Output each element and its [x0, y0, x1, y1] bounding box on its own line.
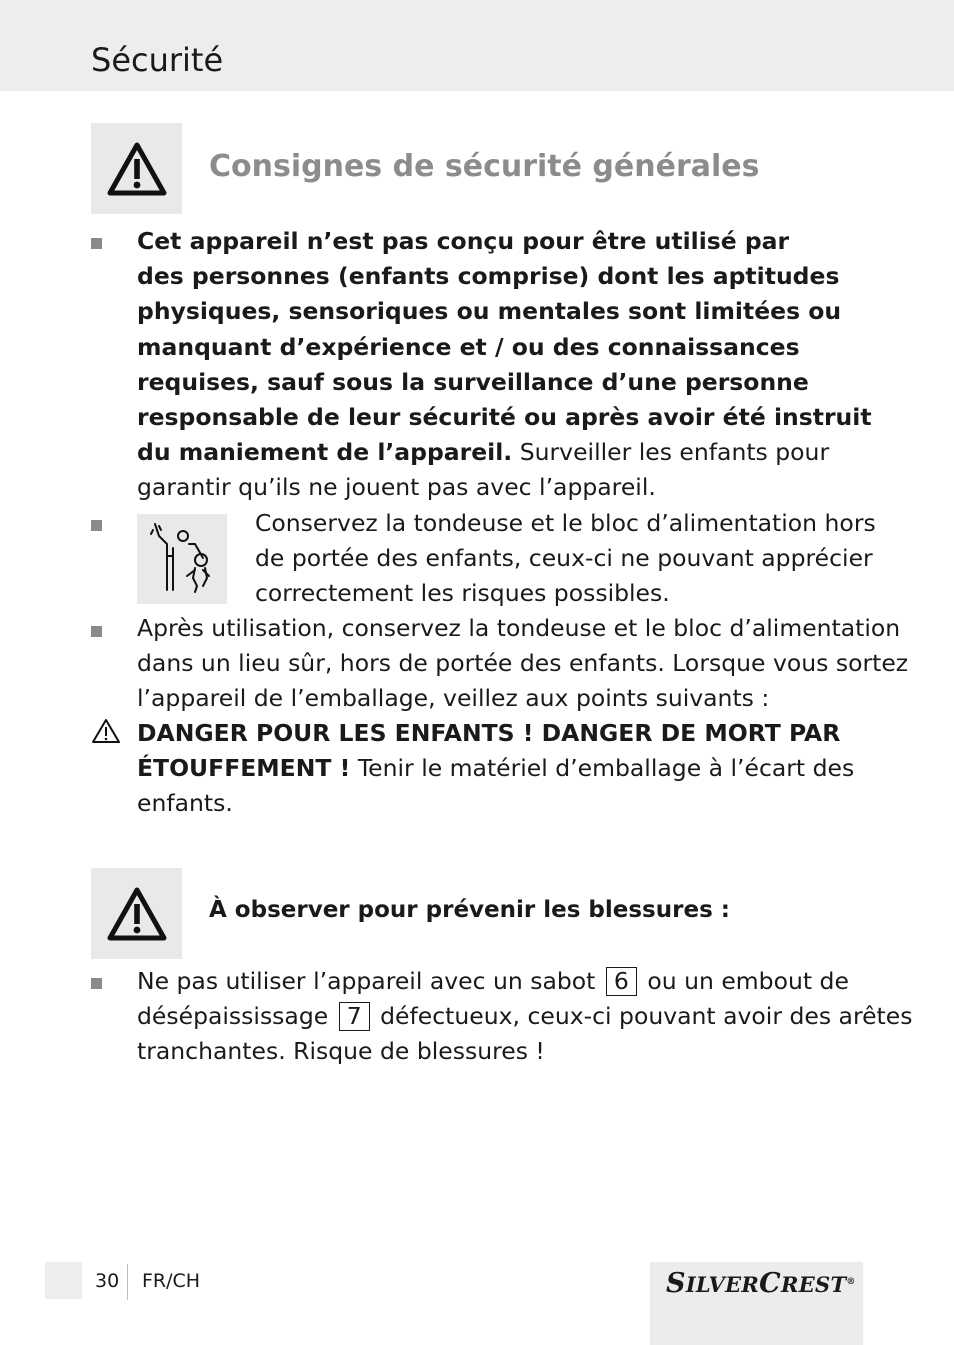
mixed-line: [137, 751, 854, 786]
normal-text: Surveiller les enfants pour: [512, 438, 830, 467]
text-line: Conservez la tondeuse et le bloc d’alimentation hors: [255, 509, 876, 537]
bullet: [91, 238, 102, 249]
bullet: [91, 626, 102, 637]
bold-line: DANGER POUR LES ENFANTS ! DANGER DE MORT PAR: [137, 719, 841, 747]
text: ou un embout de: [647, 967, 849, 995]
mixed-line: [137, 435, 872, 470]
paragraph-danger: [137, 716, 854, 822]
bullet: [91, 520, 102, 531]
paragraph-children-supervision: [137, 224, 872, 506]
paragraph-injury: [137, 964, 912, 1070]
footer-box: [45, 1262, 82, 1299]
text: Ne pas utiliser l’appareil avec un sabot: [137, 967, 596, 995]
text-line: Après utilisation, conservez la tondeuse et le bloc d’alimentation: [137, 614, 901, 642]
text-line: tranchantes. Risque de blessures !: [137, 1037, 545, 1066]
bold-text: ÉTOUFFEMENT !: [137, 754, 351, 783]
reference-number: 6: [606, 967, 637, 996]
warning-box: [91, 868, 182, 959]
text-line: enfants.: [137, 789, 233, 818]
warning-box: [91, 123, 182, 214]
bold-text: du maniement de l’appareil.: [137, 438, 513, 467]
text-line: de portée des enfants, ceux-ci ne pouvant apprécier: [255, 544, 873, 573]
text-line: correctement les risques possibles.: [255, 579, 670, 608]
text-line: [137, 964, 912, 999]
bold-line: manquant d’expérience et / ou des connaissances: [137, 332, 800, 361]
bold-line: des personnes (enfants comprise) dont les aptitudes: [137, 262, 840, 291]
text-line: [137, 999, 912, 1034]
text: désépaississage: [137, 1002, 329, 1031]
section-heading: Consignes de sécurité générales: [209, 149, 760, 184]
bold-line: responsable de leur sécurité ou après avoir été instruit: [137, 403, 872, 432]
normal-text: Tenir le matériel d’emballage à l’écart des: [350, 754, 855, 783]
warning-triangle-icon: [106, 886, 168, 942]
page-number: 30: [95, 1270, 120, 1292]
text-line: l’appareil de l’emballage, veillez aux points suivants :: [137, 684, 770, 713]
bold-line: requises, sauf sous la surveillance d’une personne: [137, 367, 809, 396]
footer-divider: [127, 1264, 128, 1300]
keep-away-from-children-icon: [137, 514, 227, 604]
text-line: dans un lieu sûr, hors de portée des enfants. Lorsque vous sortez: [137, 649, 909, 678]
paragraph-keep-away: [255, 506, 876, 612]
reference-number: 7: [339, 1002, 370, 1031]
bullet: [91, 978, 102, 989]
text-line: garantir qu’ils ne jouent pas avec l’appareil.: [137, 473, 656, 502]
bold-line: physiques, sensoriques ou mentales sont limitées ou: [137, 297, 842, 326]
brand-box: [650, 1262, 863, 1345]
page-title: Sécurité: [91, 41, 224, 79]
locale-label: FR/CH: [142, 1270, 201, 1292]
brand-logo: SILVERCREST®: [666, 1268, 856, 1299]
warning-triangle-small-icon: [91, 718, 121, 744]
paragraph-storage: [137, 611, 908, 717]
sub-heading: À observer pour prévenir les blessures :: [209, 897, 730, 923]
text: défectueux, ceux-ci pouvant avoir des arêtes: [380, 1002, 913, 1031]
warning-triangle-icon: [106, 141, 168, 197]
bold-line: Cet appareil n’est pas conçu pour être utilisé par: [137, 227, 790, 255]
child-pictogram-box: [137, 514, 227, 604]
